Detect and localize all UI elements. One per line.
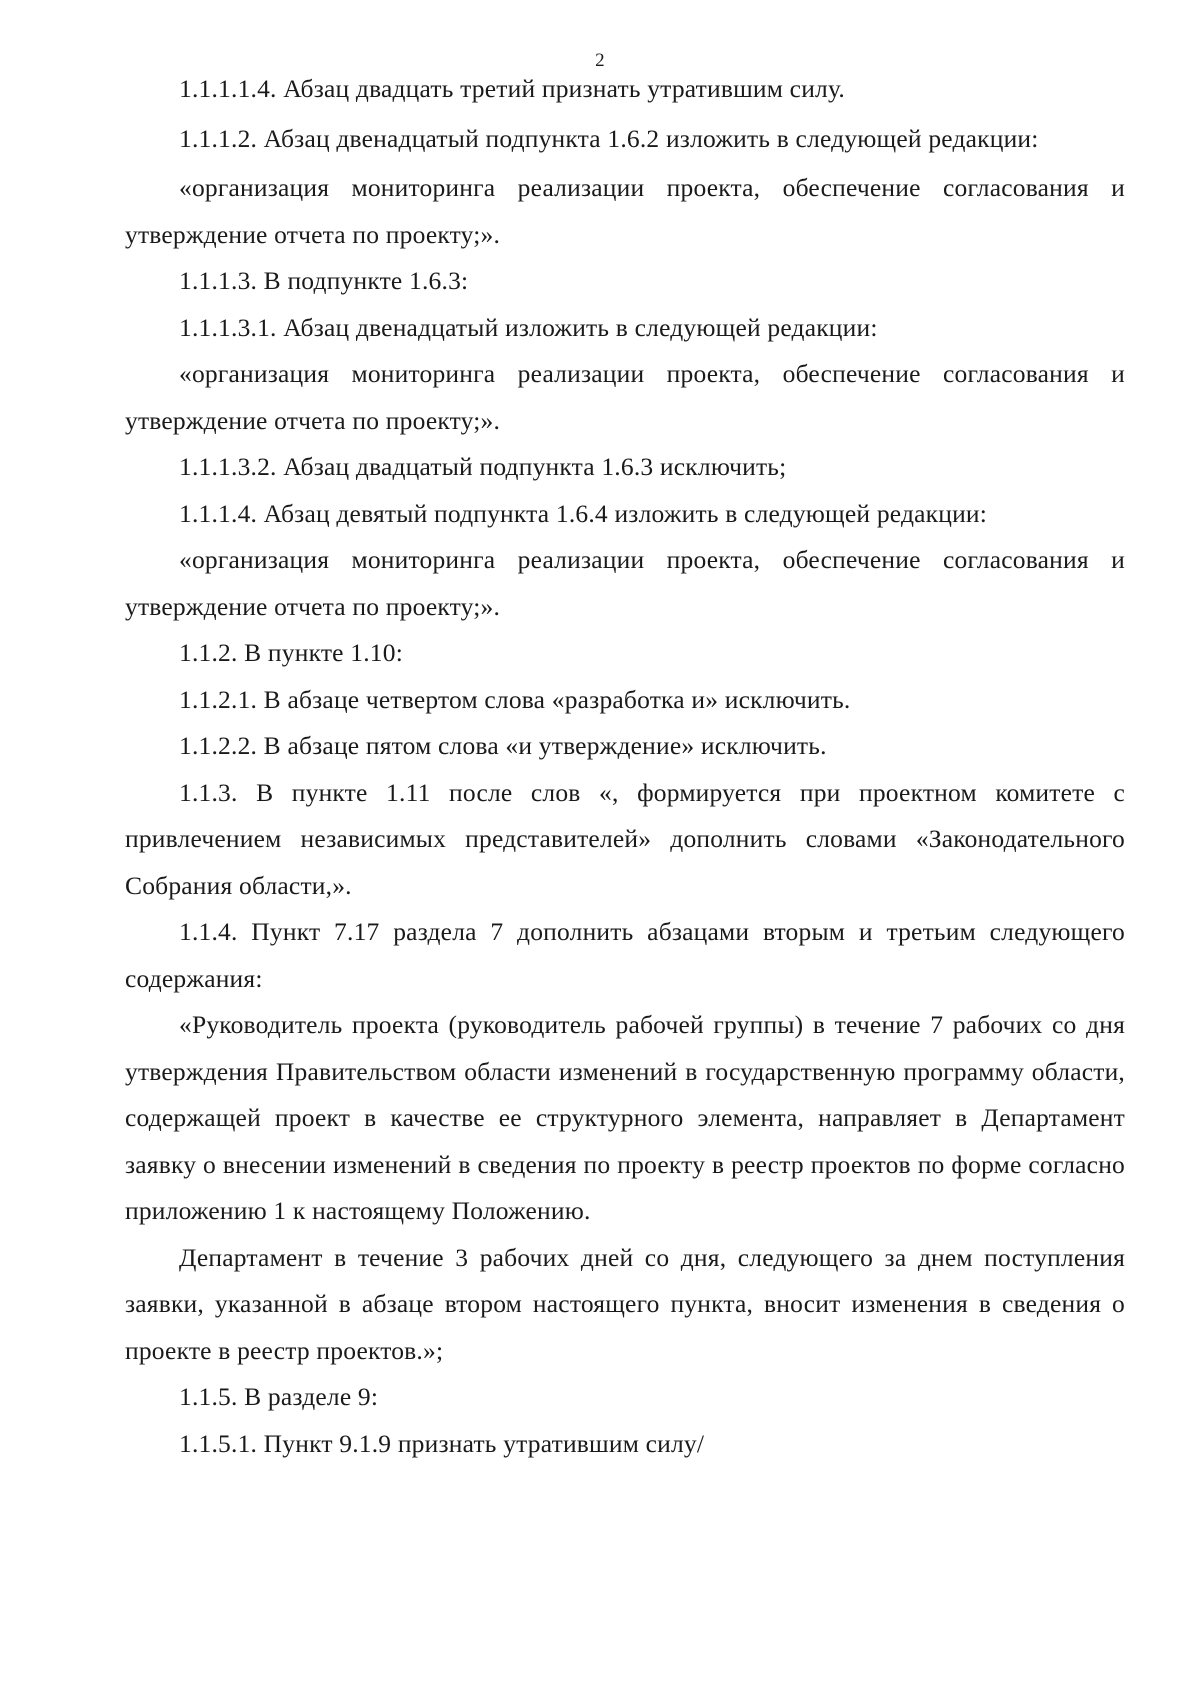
paragraph-1-1-3: 1.1.3. В пункте 1.11 после слов «, формируется при проектном комитете с привлечением независимых представителей» дополнить словами «Законодательного Собрания области,».: [125, 777, 1125, 900]
paragraph-1-1-1-3-1: 1.1.1.3.1. Абзац двенадцатый изложить в следующей редакции:: [179, 312, 878, 342]
quoted-text: «организация мониторинга реализации проекта, обеспечение согласования и утверждение отчета по проекту;».: [125, 359, 1125, 435]
quoted-text: «Руководитель проекта (руководитель рабочей группы) в течение 7 рабочих со дня утверждения Правительством области изменений в государственную программу области, содержащей проект в качестве ее структурного элемента, направляет в Департамент заявку о внесении изменений в сведения по проекту в реестр проектов по форме согласно приложению 1 к настоящему Положению.: [125, 1010, 1125, 1225]
paragraph-1-1-1-3-2: 1.1.1.3.2. Абзац двадцатый подпункта 1.6.3 исключить;: [179, 452, 787, 481]
paragraph-department: Департамент в течение 3 рабочих дней со дня, следующего за днем поступления заявки, указанной в абзаце втором настоящего пункта, вносит изменения в сведения о проекте в реестр проектов.»;: [125, 1242, 1125, 1365]
quoted-text: «организация мониторинга реализации проекта, обеспечение согласования и утверждение отчета по проекту;».: [125, 545, 1125, 621]
paragraph-1-1-2: 1.1.2. В пункте 1.10:: [179, 638, 403, 667]
paragraph-1-1-1-1-4: 1.1.1.1.4. Абзац двадцать третий признать утратившим силу.: [179, 74, 845, 103]
paragraph-1-1-1-3: 1.1.1.3. В подпункте 1.6.3:: [179, 266, 469, 295]
paragraph-1-1-5: 1.1.5. В разделе 9:: [179, 1382, 379, 1411]
document-body: [125, 66, 1125, 1467]
paragraph-1-1-5-1: 1.1.5.1. Пункт 9.1.9 признать утратившим силу/: [179, 1428, 705, 1458]
paragraph-1-1-1-4: 1.1.1.4. Абзац девятый подпункта 1.6.4 изложить в следующей редакции:: [179, 498, 988, 528]
paragraph-1-1-1-2: 1.1.1.2. Абзац двенадцатый подпункта 1.6.2 изложить в следующей редакции:: [179, 123, 1039, 153]
page-number: 2: [595, 50, 605, 71]
paragraph-1-1-2-1: 1.1.2.1. В абзаце четвертом слова «разработка и» исключить.: [179, 684, 851, 714]
paragraph-1-1-2-2: 1.1.2.2. В абзаце пятом слова «и утверждение» исключить.: [179, 731, 827, 760]
paragraph-1-1-4: 1.1.4. Пункт 7.17 раздела 7 дополнить абзацами вторым и третьим следующего содержания:: [125, 917, 1125, 993]
quoted-text: «организация мониторинга реализации проекта, обеспечение согласования и утверждение отчета по проекту;».: [125, 173, 1125, 249]
